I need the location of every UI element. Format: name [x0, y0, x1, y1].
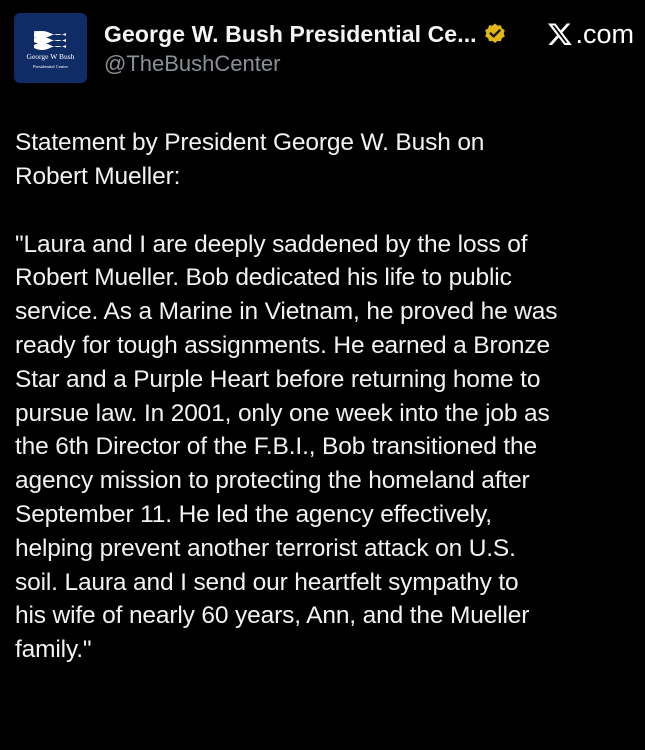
avatar[interactable]: [14, 13, 87, 83]
name-row: [104, 19, 507, 49]
post-header: [14, 13, 634, 85]
avatar-text-line-1: George W Bush: [26, 52, 75, 61]
bush-center-logo: [14, 13, 87, 83]
paragraph-gap: [15, 194, 643, 228]
source-domain-text: .com: [575, 18, 634, 49]
verified-badge-icon: [483, 22, 507, 46]
statement-lead: Statement by President George W. Bush on Robert Mueller:: [15, 129, 485, 190]
statement-quote: "Laura and I are deeply saddened by the loss of Robert Mueller. Bob dedicated his life to public service. As a Marine in Vietnam, he proved he was ready for tough assignments. He earned a Bronze Star and a Purple Heart before returning home to pursue law. In 2001, only one week into the job as the 6th Director of the F.B.I., Bob transitioned the agency mission to protecting the homeland after September 11. He led the agency effectively, helping prevent another terrorist attack on U.S. soil. Laura and I send our heartfelt sympathy to his wife of nearly 60 years, Ann, and the Mueller family.": [15, 230, 558, 664]
avatar-text-line-2: Presidential Center: [32, 64, 69, 69]
source-label: [547, 17, 634, 51]
user-handle[interactable]: @TheBushCenter: [104, 51, 281, 76]
display-name[interactable]: George W. Bush Presidential Ce...: [104, 20, 477, 47]
post-body: [15, 126, 643, 667]
x-logo-icon: [547, 21, 573, 47]
